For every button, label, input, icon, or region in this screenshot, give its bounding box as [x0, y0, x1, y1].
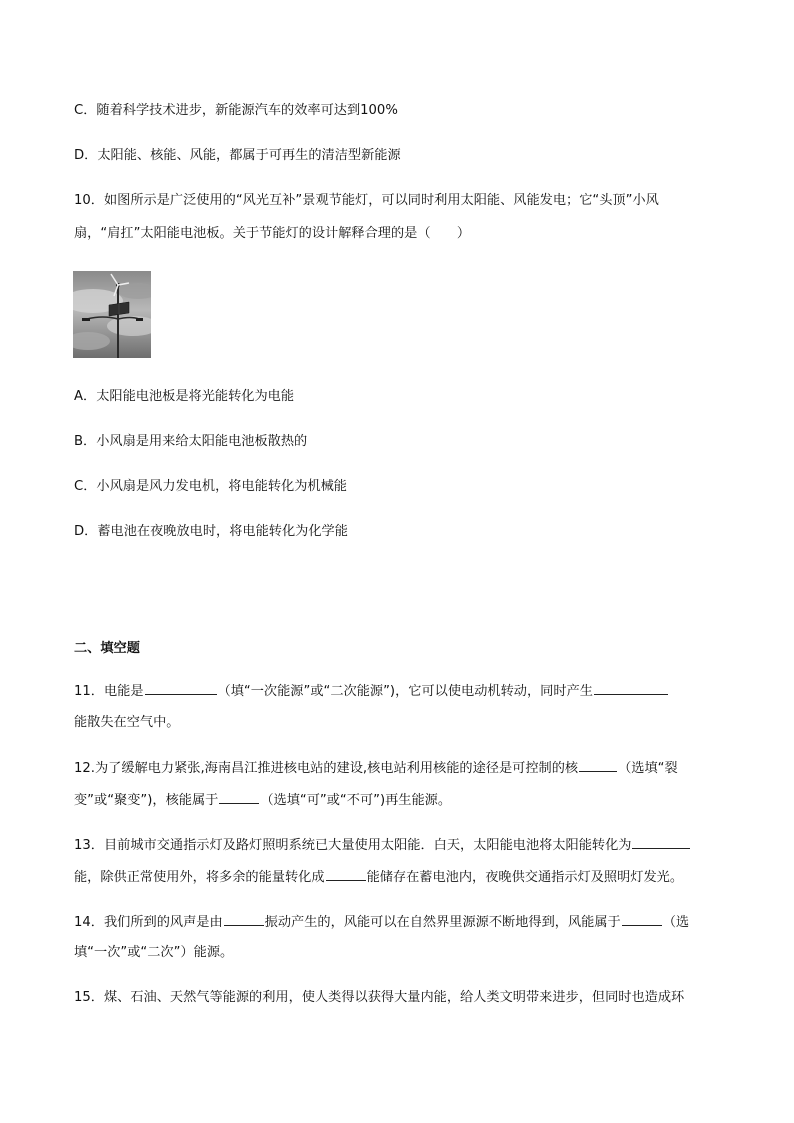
q12-text-3: 变”或“聚变”)，核能属于 — [74, 793, 219, 808]
q9-option-d: D．太阳能、核能、风能，都属于可再生的清洁型新能源 — [74, 148, 401, 163]
q11-line1 — [74, 680, 669, 702]
q12-text-4: （选填“可”或“不可”)再生能源。 — [260, 793, 452, 808]
section-title: 二、填空题 — [74, 641, 140, 656]
q10-option-a: A．太阳能电池板是将光能转化为电能 — [74, 389, 295, 404]
q10-stem-line1: 10．如图所示是广泛使用的“风光互补”景观节能灯，可以同时利用太阳能、风能发电；它“头顶”小风 — [74, 193, 659, 208]
q11-blank-2 — [594, 680, 668, 695]
q12-line2 — [74, 789, 451, 811]
q12-text-1: 12.为了缓解电力紧张,海南昌江推进核电站的建设,核电站利用核能的途径是可控制的核 — [74, 761, 579, 776]
q14-line2: 填“一次”或“二次”）能源。 — [74, 945, 234, 960]
q11-line2: 能散失在空气中。 — [74, 715, 180, 730]
wind-solar-streetlight-image — [73, 271, 151, 358]
q10-option-c: C．小风扇是风力发电机，将电能转化为机械能 — [74, 479, 347, 494]
q13-blank-1 — [632, 834, 690, 849]
q10-option-b: B．小风扇是用来给太阳能电池板散热的 — [74, 434, 308, 449]
q12-blank-2 — [219, 789, 259, 804]
q12-text-2: （选填“裂 — [618, 761, 678, 776]
q14-text-2: 振动产生的，风能可以在自然界里源源不断地得到，风能属于 — [264, 915, 621, 930]
q10-stem-line2: 扇，“肩扛”太阳能电池板。关于节能灯的设计解释合理的是（ ） — [74, 226, 471, 241]
q13-blank-2 — [326, 866, 366, 881]
q11-text-2: （填“一次能源”或“二次能源”)，它可以使电动机转动，同时产生 — [217, 684, 593, 699]
q13-line1 — [74, 834, 691, 856]
q14-text-1: 14．我们所到的风声是由 — [74, 915, 223, 930]
q14-blank-2 — [622, 911, 662, 926]
q15-line1: 15．煤、石油、天然气等能源的利用，使人类得以获得大量内能，给人类文明带来进步，但同时也造成环 — [74, 990, 685, 1005]
q12-line1 — [74, 757, 678, 779]
q14-blank-1 — [224, 911, 264, 926]
q10-option-d: D．蓄电池在夜晚放电时，将电能转化为化学能 — [74, 524, 348, 539]
q13-text-2: 能，除供正常使用外，将多余的能量转化成 — [74, 870, 325, 885]
q13-line2 — [74, 866, 683, 888]
q14-line1 — [74, 911, 689, 933]
q13-text-3: 能储存在蓄电池内，夜晚供交通指示灯及照明灯发光。 — [366, 870, 684, 885]
q11-blank-1 — [145, 680, 217, 695]
q12-blank-1 — [579, 757, 617, 772]
q9-option-c: C．随着科学技术进步，新能源汽车的效率可达到100% — [74, 103, 398, 118]
q11-text-1: 11．电能是 — [74, 684, 144, 699]
q14-text-3: （选 — [662, 915, 690, 930]
q13-text-1: 13．目前城市交通指示灯及路灯照明系统已大量使用太阳能．白天，太阳能电池将太阳能转化为 — [74, 838, 632, 853]
